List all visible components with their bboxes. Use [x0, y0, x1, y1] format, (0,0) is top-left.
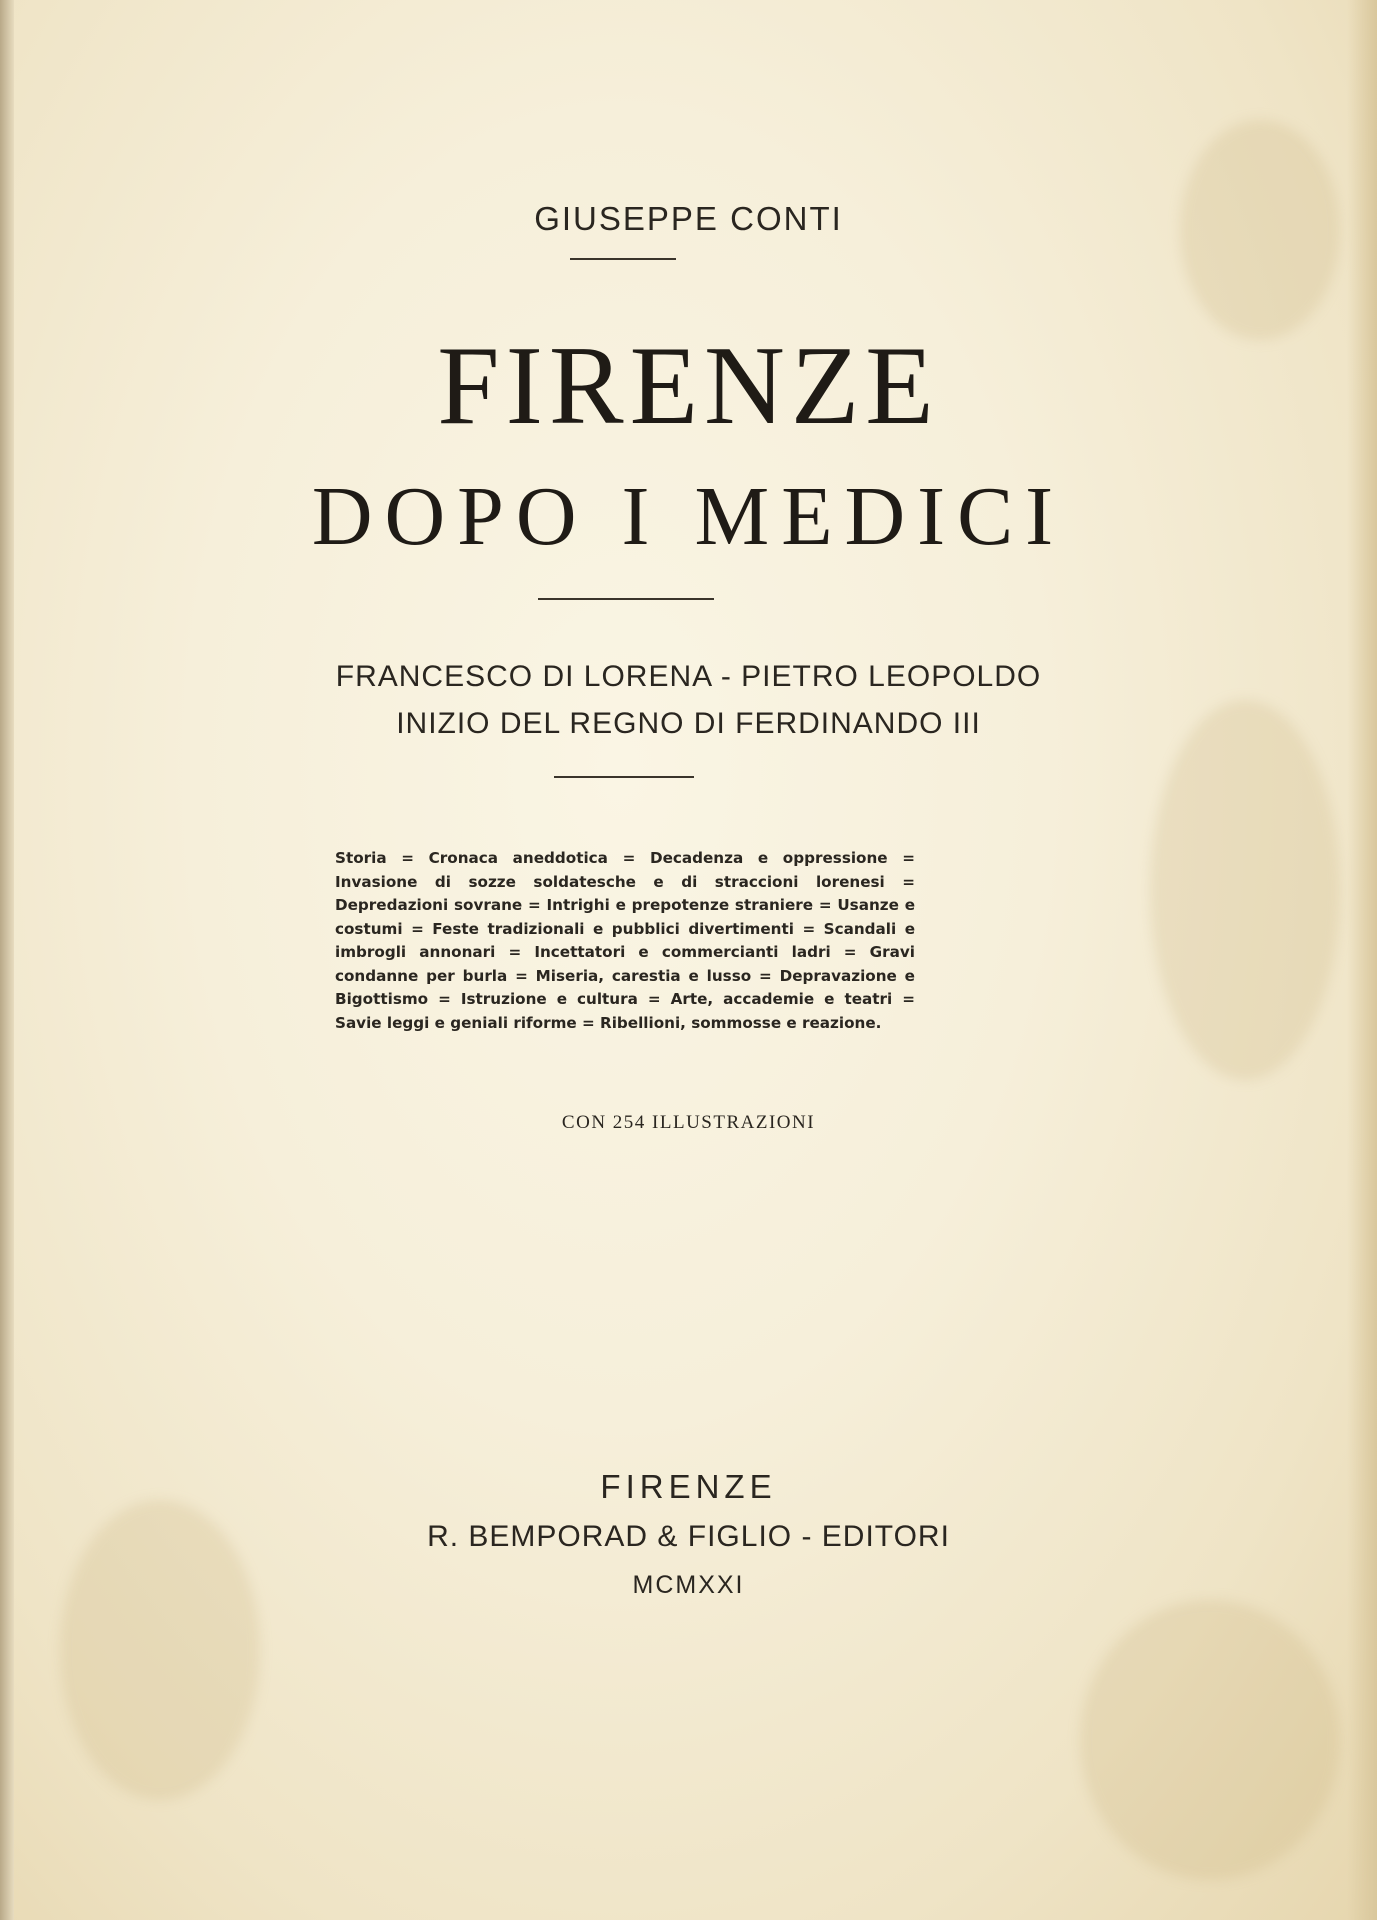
- divider-rule: [554, 776, 694, 778]
- imprint-year: MCMXXI: [632, 1571, 745, 1599]
- page-edge-right: [1347, 0, 1377, 1920]
- reigns-line-1: FRANCESCO DI LORENA - PIETRO LEOPOLDO: [335, 660, 1042, 693]
- book-title: FIRENZE: [437, 324, 940, 448]
- imprint-publisher: R. BEMPORAD & FIGLIO - EDITORI: [427, 1520, 950, 1553]
- book-subtitle: DOPO I MEDICI: [311, 470, 1066, 563]
- contents-description: Storia = Cronaca aneddotica = Decadenza e oppressione = Invasione di sozze soldatesche e di straccioni lorenesi = Depredazioni sovrane = Intrighi e prepotenze straniere = Usanze e costumi = Feste tradizionali e pubblici divertimenti = Scandali e imbrogli annonari = Incettatori e commercianti ladri = Gravi condanne per burla = Miseria, carestia e lusso = Depravazione e Bigottismo = Istruzione e cultura = Arte, accademie e teatri = Savie leggi e geniali riforme = Ribellioni, sommosse e reazione.: [335, 849, 915, 1032]
- divider-rule: [570, 258, 676, 260]
- illustrations-note: CON 254 ILLUSTRAZIONI: [561, 1112, 816, 1133]
- reigns-line-2: INIZIO DEL REGNO DI FERDINANDO III: [396, 707, 981, 740]
- imprint-city: FIRENZE: [600, 1468, 777, 1505]
- author-name: GIUSEPPE CONTI: [534, 200, 843, 237]
- paper-stain: [1080, 1600, 1340, 1880]
- page-edge-left: [0, 0, 14, 1920]
- paper-stain: [1150, 700, 1340, 1080]
- divider-rule: [538, 598, 714, 600]
